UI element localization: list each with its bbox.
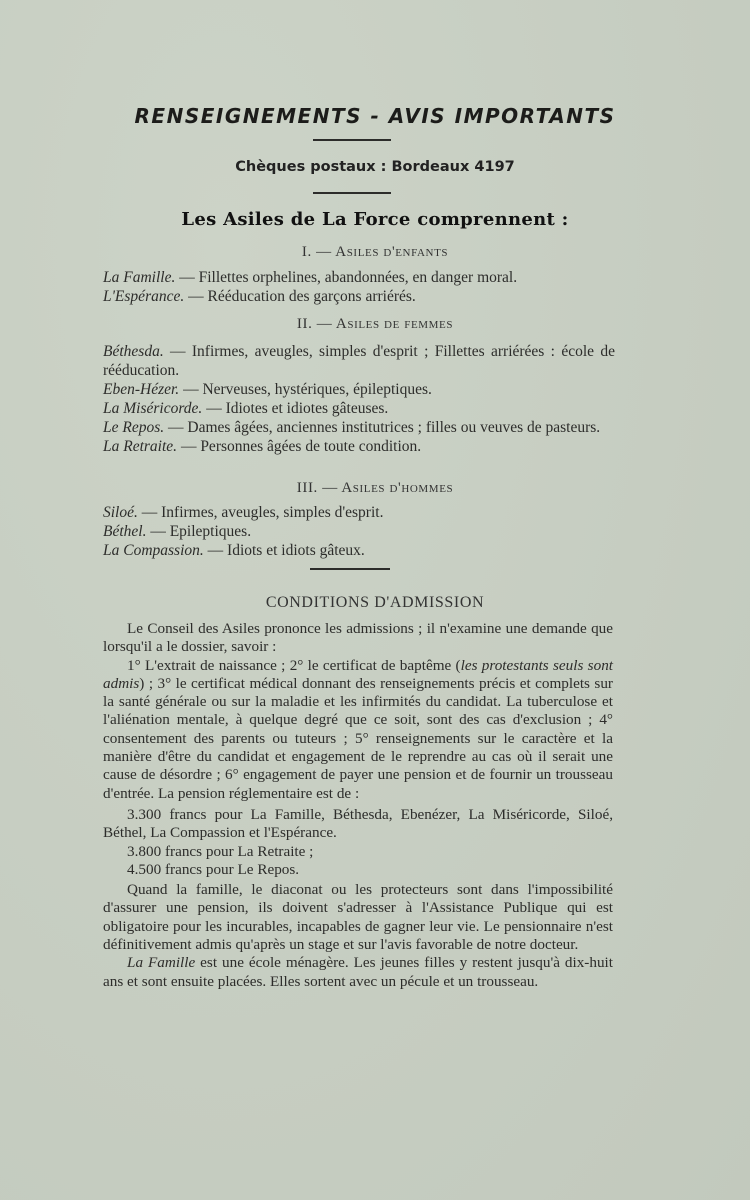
- asiles-heading: Les Asiles de La Force comprennent :: [181, 209, 569, 230]
- list-item: [103, 380, 615, 399]
- asile-name: Le Repos.: [103, 419, 165, 436]
- section-hommes-list: [103, 503, 615, 560]
- asile-name: Béthesda.: [103, 343, 164, 360]
- postal-account: Chèques postaux : Bordeaux 4197: [235, 159, 515, 175]
- asile-description: — Epileptiques.: [146, 523, 252, 540]
- asile-description: — Fillettes orphelines, abandonnées, en danger moral.: [175, 269, 518, 286]
- section-title-hommes: III. — Asiles d'hommes: [296, 480, 454, 496]
- list-item: [103, 268, 615, 287]
- text-run: ) ; 3° le certificat médical donnant des renseignements précis et complets sur la santé générale ou sur la maladie et les infirmités du candidat. La tuberculose et l'aliénation mentale, à quelque degré que ce soit, sont des cas d'exclusion ; 4° consentement des parents ou tuteurs ; 5° renseignements sur le caractère et la manière d'être du candidat et engagement de le reprendre au cas où il serait une cause de désordre ; 6° engagement de payer une pension et de fournir un trousseau d'entrée. La pension réglementaire est de :: [103, 674, 613, 802]
- asile-name: Siloé.: [103, 504, 138, 521]
- text-run-italic: La Famille: [127, 954, 196, 972]
- conditions-intro: Le Conseil des Asiles prononce les admissions ; il n'examine une demande que lorsqu'il a le dossier, savoir :: [103, 620, 613, 656]
- conditions-body: [103, 620, 613, 991]
- divider: [313, 139, 391, 141]
- price-item: 3.300 francs pour La Famille, Béthesda, Ebenézer, La Miséricorde, Siloé, Béthel, La Compassion et l'Espérance.: [103, 805, 613, 842]
- section-femmes-list: [103, 342, 615, 456]
- assistance-paragraph: Quand la famille, le diaconat ou les protecteurs sont dans l'impossibilité d'assurer une pension, ils doivent s'adresser à l'Assistance Publique qui est obligatoire pour les incurables, incapables de gagner leur vie. Le pensionnaire n'est définitivement admis qu'après un stage et sur l'avis favorable de notre docteur.: [103, 881, 613, 954]
- conditions-heading: CONDITIONS D'ADMISSION: [265, 594, 485, 611]
- list-item: [103, 541, 615, 560]
- text-run-italic: les protestants seuls sont admis: [103, 656, 614, 692]
- asile-description: — Dames âgées, anciennes institutrices ; filles ou veuves de pasteurs.: [164, 419, 601, 436]
- famille-paragraph: [103, 954, 613, 991]
- price-item: 4.500 francs pour Le Repos.: [127, 860, 300, 878]
- list-item: [103, 418, 615, 437]
- asile-name: La Retraite.: [103, 438, 178, 455]
- section-title-enfants: I. — Asiles d'enfants: [301, 244, 449, 260]
- list-item: [103, 342, 615, 380]
- list-item: [103, 522, 615, 541]
- list-item: [103, 437, 615, 456]
- divider: [310, 568, 390, 570]
- asile-description: — Idiotes et idiotes gâteuses.: [202, 400, 389, 417]
- price-item: 3.800 francs pour La Retraite ;: [127, 842, 314, 860]
- asile-description: — Infirmes, aveugles, simples d'esprit ; Fillettes arriérées : école de rééducation.: [103, 343, 615, 379]
- asile-name: La Famille.: [103, 269, 176, 286]
- divider: [313, 192, 391, 194]
- text-run: 1° L'extrait de naissance ; 2° le certificat de baptême (: [127, 656, 461, 674]
- asile-name: L'Espérance.: [103, 288, 185, 305]
- text-run: est une école ménagère. Les jeunes filles y restent jusqu'à dix-huit ans et sont ensuite placées. Elles sortent avec un pécule et un trousseau.: [103, 954, 613, 990]
- section-enfants-list: [103, 268, 615, 306]
- conditions-documents: [103, 657, 613, 803]
- asile-description: — Rééducation des garçons arriérés.: [184, 288, 416, 305]
- asile-name: La Miséricorde.: [103, 400, 203, 417]
- asile-description: — Infirmes, aveugles, simples d'esprit.: [137, 504, 384, 521]
- asile-name: La Compassion.: [103, 542, 204, 559]
- asile-description: — Nerveuses, hystériques, épileptiques.: [179, 381, 432, 398]
- page-title: RENSEIGNEMENTS - AVIS IMPORTANTS: [134, 104, 616, 128]
- list-item: [103, 399, 615, 418]
- asile-name: Béthel.: [103, 523, 147, 540]
- section-title-femmes: II. — Asiles de femmes: [296, 316, 454, 332]
- asile-description: — Personnes âgées de toute condition.: [177, 438, 422, 455]
- list-item: [103, 287, 615, 306]
- list-item: [103, 503, 615, 522]
- asile-name: Eben-Hézer.: [103, 381, 180, 398]
- asile-description: — Idiots et idiots gâteux.: [203, 542, 365, 559]
